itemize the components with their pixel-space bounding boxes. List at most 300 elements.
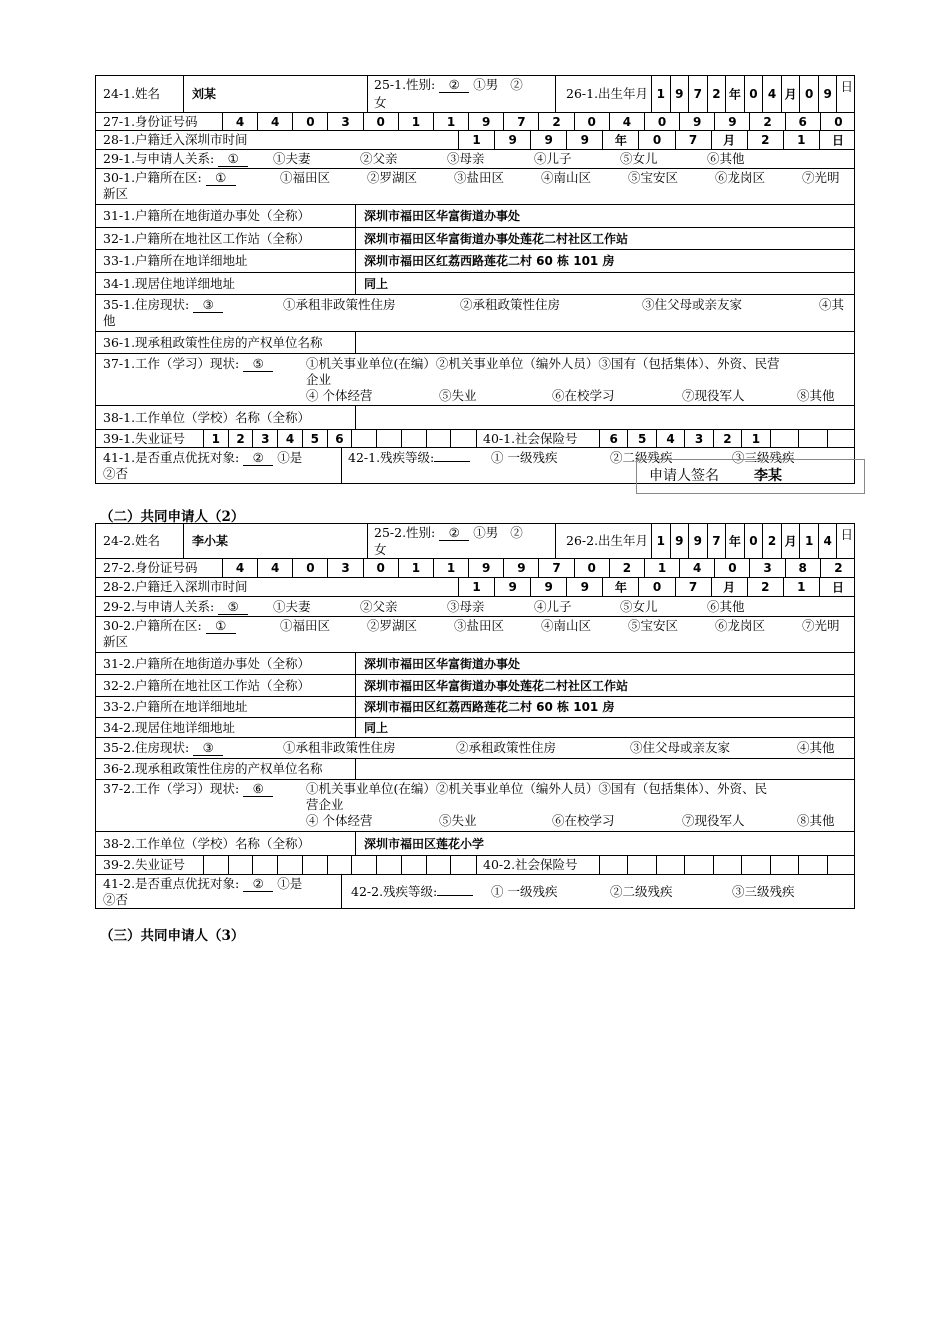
digit-value: 9 — [675, 87, 684, 101]
relation-value[interactable]: ① — [218, 152, 248, 167]
digit-box[interactable] — [253, 856, 278, 874]
community-label: 32-2.户籍所在地社区工作站（全称） — [103, 678, 311, 693]
id-digit-boxes[interactable] — [223, 113, 855, 130]
digit-box[interactable] — [715, 113, 750, 130]
digit-box[interactable] — [329, 113, 364, 130]
digit-value: 月 — [723, 580, 736, 595]
digit-box[interactable] — [726, 76, 745, 112]
district-opt-7: ⑦光明 — [802, 170, 840, 185]
digit-box[interactable] — [742, 856, 770, 874]
work-line1b: 企业 — [306, 372, 332, 387]
digit-box[interactable] — [434, 113, 469, 130]
disability-opt-3: ③三级残疾 — [732, 884, 795, 899]
hukou-time-boxes[interactable] — [459, 131, 855, 149]
row-priority-disability — [95, 875, 855, 909]
digit-box[interactable] — [253, 430, 278, 447]
digit-box[interactable] — [784, 131, 820, 149]
row-housing — [95, 295, 855, 332]
digit-box[interactable] — [712, 131, 748, 149]
digit-box[interactable] — [676, 578, 712, 596]
housing-opt-3: ③住父母或亲友家 — [630, 740, 731, 755]
digit-value: 4 — [235, 114, 245, 129]
community-value[interactable]: 深圳市福田区华富街道办事处莲花二村社区工作站 — [364, 232, 629, 246]
row-id-number — [95, 559, 855, 578]
digit-box[interactable] — [377, 430, 402, 447]
birth-day-cell[interactable] — [837, 524, 855, 558]
row-name-gender-birth — [95, 75, 855, 113]
gender-opt2: ② — [510, 525, 523, 540]
digit-box[interactable] — [821, 559, 855, 577]
digit-box[interactable] — [459, 131, 495, 149]
district-opt-4: ④南山区 — [541, 170, 592, 185]
address-value[interactable]: 深圳市福田区红荔西路莲花二村 60 栋 101 房 — [364, 700, 615, 714]
digit-value: 2 — [767, 534, 777, 548]
row-work — [95, 780, 855, 832]
digit-value: 2 — [761, 580, 770, 594]
digit-value: 3 — [341, 114, 350, 129]
digit-box[interactable] — [223, 559, 258, 577]
disability-value[interactable] — [437, 895, 473, 896]
digit-value: 0 — [728, 561, 737, 575]
digit-value: 9 — [693, 114, 702, 129]
district-opt-5: ⑤宝安区 — [628, 170, 679, 185]
name-value-cell[interactable] — [184, 76, 368, 112]
row-employer — [95, 832, 855, 856]
priority-value[interactable]: ② — [243, 877, 273, 892]
property-label: 36-1.现承租政策性住房的产权单位名称 — [103, 335, 323, 350]
digit-box[interactable] — [352, 856, 377, 874]
digit-value: 0 — [804, 87, 814, 101]
row-current-address — [95, 718, 855, 738]
digit-box[interactable] — [657, 856, 685, 874]
digit-box[interactable] — [748, 578, 784, 596]
digit-value: 9 — [544, 580, 553, 594]
digit-value: 日 — [831, 580, 844, 595]
row-district — [95, 169, 855, 205]
digit-box[interactable] — [610, 559, 645, 577]
digit-box[interactable] — [495, 578, 531, 596]
digit-box[interactable] — [600, 430, 628, 447]
digit-value: 1 — [797, 580, 806, 594]
digit-box[interactable] — [328, 430, 353, 447]
id-label: 27-2.身份证号码 — [103, 560, 198, 575]
priority-label: 41-2.是否重点优抚对象: — [103, 876, 240, 891]
digit-value: 4 — [271, 561, 280, 575]
digit-box[interactable] — [652, 524, 671, 558]
digit-box[interactable] — [714, 430, 742, 447]
work-opt-4: ④ 个体经营 — [306, 813, 373, 828]
birth-label: 26-2.出生年月 — [566, 533, 649, 548]
digit-value: 7 — [712, 534, 721, 548]
relation-opt-6: ⑥其他 — [707, 599, 745, 614]
digit-box[interactable] — [540, 113, 575, 130]
priority-value[interactable]: ② — [243, 451, 273, 466]
address-value[interactable]: 深圳市福田区红荔西路莲花二村 60 栋 101 房 — [364, 254, 615, 268]
street-value[interactable]: 深圳市福田区华富街道办事处 — [364, 209, 521, 223]
disability-value[interactable] — [434, 461, 470, 462]
digit-box[interactable] — [748, 131, 784, 149]
birth-digit-boxes[interactable] — [652, 524, 855, 558]
digit-value: 4 — [622, 114, 632, 129]
digit-value: 0 — [376, 561, 385, 575]
disability-label: 42-2.残疾等级: — [351, 884, 438, 899]
name-label-cell — [96, 76, 184, 112]
digit-box[interactable] — [745, 524, 764, 558]
housing-label: 35-2.住房现状: — [103, 740, 190, 755]
digit-box[interactable] — [303, 856, 328, 874]
current-label: 34-2.现居住地详细地址 — [103, 720, 236, 735]
digit-box[interactable] — [540, 559, 575, 577]
digit-box[interactable] — [714, 856, 742, 874]
digit-box[interactable] — [715, 559, 750, 577]
digit-box[interactable] — [278, 430, 303, 447]
relation-opt-1: ①夫妻 — [273, 151, 311, 166]
digit-box[interactable] — [799, 856, 827, 874]
unemp-label: 39-2.失业证号 — [103, 857, 186, 872]
digit-box[interactable] — [820, 578, 855, 596]
digit-box[interactable] — [786, 113, 821, 130]
digit-box[interactable] — [645, 559, 680, 577]
digit-box[interactable] — [685, 856, 713, 874]
hukou-time-label: 28-1.户籍迁入深圳市时间 — [103, 132, 248, 147]
work-opt-5: ⑤失业 — [439, 388, 477, 403]
digit-value: 9 — [823, 87, 832, 101]
housing-wrap: 他 — [103, 313, 116, 328]
gender-opt1: ①男 — [473, 77, 499, 92]
digit-box[interactable] — [504, 559, 539, 577]
row-relation — [95, 597, 855, 617]
district-opt-4: ④南山区 — [541, 618, 592, 633]
digit-box[interactable] — [671, 76, 690, 112]
priority-label: 41-1.是否重点优抚对象: — [103, 450, 240, 465]
digit-value: 0 — [834, 114, 843, 129]
digit-box[interactable] — [680, 559, 715, 577]
birth-day-label: 日 — [840, 527, 853, 542]
district-label: 30-1.户籍所在区: — [103, 170, 202, 185]
id-label-cell — [96, 113, 223, 130]
digit-box[interactable] — [567, 578, 603, 596]
housing-value[interactable]: ③ — [193, 298, 223, 313]
row-property — [95, 759, 855, 780]
hukou-time-label-cell — [96, 131, 459, 149]
digit-box[interactable] — [628, 856, 656, 874]
current-value[interactable]: 同上 — [364, 277, 389, 291]
district-opt-2: ②罗湖区 — [367, 170, 418, 185]
disability-opt-2: ②二级残疾 — [610, 884, 673, 899]
digit-box[interactable] — [610, 113, 645, 130]
district-wrap: 新区 — [103, 186, 129, 201]
digit-box[interactable] — [293, 559, 328, 577]
digit-box[interactable] — [229, 856, 254, 874]
work-line1: ①机关事业单位(在编）②机关事业单位（编外人员）③国有（包括集体）、外资、民 — [306, 781, 768, 796]
digit-value: 7 — [552, 561, 561, 575]
work-label: 37-1.工作（学习）现状: — [103, 356, 240, 371]
district-opt-6: ⑥龙岗区 — [715, 170, 766, 185]
digit-box[interactable] — [364, 113, 399, 130]
gender-label: 25-2.性别: — [374, 525, 436, 540]
digit-box[interactable] — [603, 131, 639, 149]
gender-label: 25-1.性别: — [374, 77, 436, 92]
digit-value: 2 — [622, 561, 632, 575]
property-label: 36-2.现承租政策性住房的产权单位名称 — [103, 761, 323, 776]
digit-value: 7 — [693, 87, 703, 101]
district-value[interactable]: ① — [206, 619, 236, 634]
digit-box[interactable] — [495, 131, 531, 149]
row-housing — [95, 738, 855, 759]
social-digit-boxes[interactable] — [600, 430, 855, 447]
digit-box[interactable] — [399, 559, 434, 577]
digit-box[interactable] — [329, 559, 364, 577]
row-hukou-time — [95, 578, 855, 597]
digit-value: 2 — [763, 114, 772, 129]
digit-box[interactable] — [726, 524, 745, 558]
work-opt-6: ⑥在校学习 — [552, 388, 615, 403]
unemp-digit-boxes[interactable] — [204, 430, 476, 447]
gender-cell[interactable] — [368, 524, 556, 558]
gender-opt2-wrap: 女 — [374, 542, 387, 557]
row-street — [95, 205, 855, 228]
digit-box[interactable] — [639, 578, 675, 596]
digit-box[interactable] — [763, 76, 782, 112]
digit-box[interactable] — [531, 131, 567, 149]
employer-value[interactable]: 深圳市福田区莲花小学 — [364, 837, 485, 851]
digit-value: 0 — [657, 114, 667, 129]
gender-cell[interactable] — [368, 76, 556, 112]
row-current-address — [95, 273, 855, 295]
digit-value: 1 — [446, 114, 456, 129]
relation-opt-3: ③母亲 — [447, 599, 485, 614]
gender-opt1: ①男 — [473, 525, 499, 540]
digit-box[interactable] — [786, 559, 821, 577]
digit-box[interactable] — [402, 856, 427, 874]
digit-box[interactable] — [771, 430, 799, 447]
digit-box[interactable] — [427, 856, 452, 874]
social-label: 40-2.社会保险号 — [483, 857, 578, 872]
digit-box[interactable] — [708, 524, 727, 558]
digit-box[interactable] — [352, 430, 377, 447]
unemp-digit-boxes[interactable] — [204, 856, 476, 874]
work-opt-5: ⑤失业 — [439, 813, 477, 828]
digit-value: 0 — [587, 114, 596, 129]
digit-box[interactable] — [204, 856, 229, 874]
digit-value: 9 — [580, 133, 589, 147]
district-opt-1: ①福田区 — [280, 618, 331, 633]
digit-value: 9 — [544, 133, 553, 147]
street-label: 31-2.户籍所在地街道办事处（全称） — [103, 656, 311, 671]
housing-opt-3: ③住父母或亲友家 — [642, 297, 743, 312]
digit-box[interactable] — [782, 524, 801, 558]
housing-opt-4: ④其 — [819, 297, 845, 312]
digit-box[interactable] — [278, 856, 303, 874]
social-digit-boxes[interactable] — [600, 856, 855, 874]
row-id-number — [95, 113, 855, 131]
digit-box[interactable] — [799, 430, 827, 447]
digit-box[interactable] — [293, 113, 328, 130]
digit-value: 9 — [508, 133, 517, 147]
gender-opt2: ② — [510, 77, 523, 92]
digit-box[interactable] — [303, 430, 328, 447]
birth-digit-boxes[interactable] — [652, 76, 855, 112]
digit-value: 月 — [723, 133, 736, 148]
digit-box[interactable] — [821, 113, 855, 130]
work-line1b: 营企业 — [306, 797, 344, 812]
digit-box[interactable] — [229, 430, 254, 447]
address-label: 33-2.户籍所在地详细地址 — [103, 699, 248, 714]
relation-label: 29-2.与申请人关系: — [103, 599, 215, 614]
digit-value: 6 — [798, 114, 807, 129]
digit-value: 0 — [306, 561, 315, 575]
digit-box[interactable] — [800, 76, 819, 112]
digit-box[interactable] — [204, 430, 229, 447]
digit-value: 4 — [693, 561, 702, 575]
employer-label: 38-1.工作单位（学校）名称（全称） — [103, 410, 311, 425]
digit-box[interactable] — [628, 430, 656, 447]
digit-value: 0 — [376, 114, 385, 129]
digit-value: 7 — [517, 114, 526, 129]
row-district — [95, 617, 855, 653]
digit-box[interactable] — [402, 430, 427, 447]
housing-label: 35-1.住房现状: — [103, 297, 190, 312]
birth-day-cell[interactable] — [837, 76, 855, 112]
digit-box[interactable] — [459, 578, 495, 596]
digit-box[interactable] — [504, 113, 539, 130]
digit-box[interactable] — [377, 856, 402, 874]
community-value[interactable]: 深圳市福田区华富街道办事处莲花二村社区工作站 — [364, 679, 629, 693]
digit-box[interactable] — [451, 430, 476, 447]
digit-box[interactable] — [258, 113, 293, 130]
digit-box[interactable] — [800, 524, 819, 558]
digit-box[interactable] — [434, 559, 469, 577]
digit-box[interactable] — [399, 113, 434, 130]
housing-opt-4: ④其他 — [797, 740, 835, 755]
digit-value: 3 — [341, 561, 350, 575]
digit-box[interactable] — [742, 430, 770, 447]
digit-box[interactable] — [469, 559, 504, 577]
district-label: 30-2.户籍所在区: — [103, 618, 202, 633]
digit-box[interactable] — [708, 76, 727, 112]
digit-box[interactable] — [712, 578, 748, 596]
digit-value: 6 — [609, 431, 618, 446]
work-value[interactable]: ⑥ — [243, 782, 273, 797]
relation-opt-4: ④儿子 — [534, 151, 572, 166]
work-opt-4: ④ 个体经营 — [306, 388, 373, 403]
signature-box[interactable] — [636, 459, 865, 494]
digit-box[interactable] — [676, 131, 712, 149]
name-value: 李小某 — [192, 534, 229, 548]
digit-box[interactable] — [600, 856, 628, 874]
work-opt-8: ⑧其他 — [797, 813, 835, 828]
digit-value: 4 — [823, 534, 832, 548]
digit-box[interactable] — [828, 430, 855, 447]
digit-box[interactable] — [751, 113, 786, 130]
digit-box[interactable] — [751, 559, 786, 577]
id-label: 27-1.身份证号码 — [103, 114, 198, 129]
relation-opt-2: ②父亲 — [360, 151, 398, 166]
digit-value: 1 — [656, 534, 665, 548]
street-value[interactable]: 深圳市福田区华富街道办事处 — [364, 657, 521, 671]
relation-opt-5: ⑤女儿 — [620, 151, 658, 166]
digit-value: 2 — [723, 431, 732, 446]
digit-box[interactable] — [671, 524, 690, 558]
digit-box[interactable] — [685, 430, 713, 447]
housing-value[interactable]: ③ — [193, 741, 223, 756]
digit-box[interactable] — [689, 76, 708, 112]
id-digit-boxes[interactable] — [223, 559, 855, 577]
hukou-time-boxes[interactable] — [459, 578, 855, 596]
digit-box[interactable] — [652, 76, 671, 112]
disability-opt-3: ③三级残疾 — [732, 450, 795, 465]
digit-box[interactable] — [820, 131, 855, 149]
digit-box[interactable] — [771, 856, 799, 874]
digit-box[interactable] — [328, 856, 353, 874]
work-opt-7: ⑦现役军人 — [682, 813, 745, 828]
digit-box[interactable] — [639, 131, 675, 149]
digit-value: 7 — [688, 133, 698, 147]
relation-opt-3: ③母亲 — [447, 151, 485, 166]
community-label: 32-1.户籍所在地社区工作站（全称） — [103, 231, 311, 246]
district-opt-1: ①福田区 — [280, 170, 331, 185]
social-label: 40-1.社会保险号 — [483, 431, 578, 446]
work-value[interactable]: ⑤ — [243, 357, 273, 372]
digit-value: 1 — [411, 561, 421, 575]
digit-value: 2 — [834, 561, 843, 575]
digit-box[interactable] — [427, 430, 452, 447]
digit-box[interactable] — [763, 524, 782, 558]
digit-box[interactable] — [531, 578, 567, 596]
digit-box[interactable] — [782, 76, 801, 112]
disability-opt-1: ① 一级残疾 — [491, 450, 558, 465]
digit-box[interactable] — [575, 113, 610, 130]
current-value[interactable]: 同上 — [364, 721, 389, 735]
digit-value: 9 — [675, 534, 684, 548]
digit-box[interactable] — [819, 76, 838, 112]
row-property — [95, 332, 855, 354]
digit-value: 9 — [482, 114, 491, 129]
district-value[interactable]: ① — [206, 171, 236, 186]
relation-opt-4: ④儿子 — [534, 599, 572, 614]
digit-box[interactable] — [680, 113, 715, 130]
digit-value: 2 — [552, 114, 561, 129]
digit-box[interactable] — [364, 559, 399, 577]
digit-box[interactable] — [689, 524, 708, 558]
digit-value: 年 — [614, 133, 627, 148]
digit-value: 4 — [235, 561, 245, 575]
digit-box[interactable] — [828, 856, 855, 874]
digit-box[interactable] — [451, 856, 476, 874]
digit-value: 3 — [261, 431, 270, 446]
digit-box[interactable] — [567, 131, 603, 149]
digit-value: 2 — [761, 133, 770, 147]
digit-box[interactable] — [575, 559, 610, 577]
priority-opt1: ①是 — [277, 876, 303, 891]
digit-box[interactable] — [819, 524, 838, 558]
digit-value: 3 — [763, 561, 772, 575]
digit-box[interactable] — [469, 113, 504, 130]
digit-box[interactable] — [258, 559, 293, 577]
digit-box[interactable] — [603, 578, 639, 596]
digit-box[interactable] — [223, 113, 258, 130]
digit-value: 4 — [285, 431, 295, 446]
digit-box[interactable] — [745, 76, 764, 112]
row-hukou-time — [95, 131, 855, 150]
relation-value[interactable]: ⑤ — [218, 600, 248, 615]
digit-value: 5 — [310, 431, 319, 446]
signature-value: 李某 — [719, 469, 817, 484]
digit-box[interactable] — [645, 113, 680, 130]
digit-box[interactable] — [784, 578, 820, 596]
digit-value: 4 — [767, 87, 777, 101]
digit-box[interactable] — [657, 430, 685, 447]
